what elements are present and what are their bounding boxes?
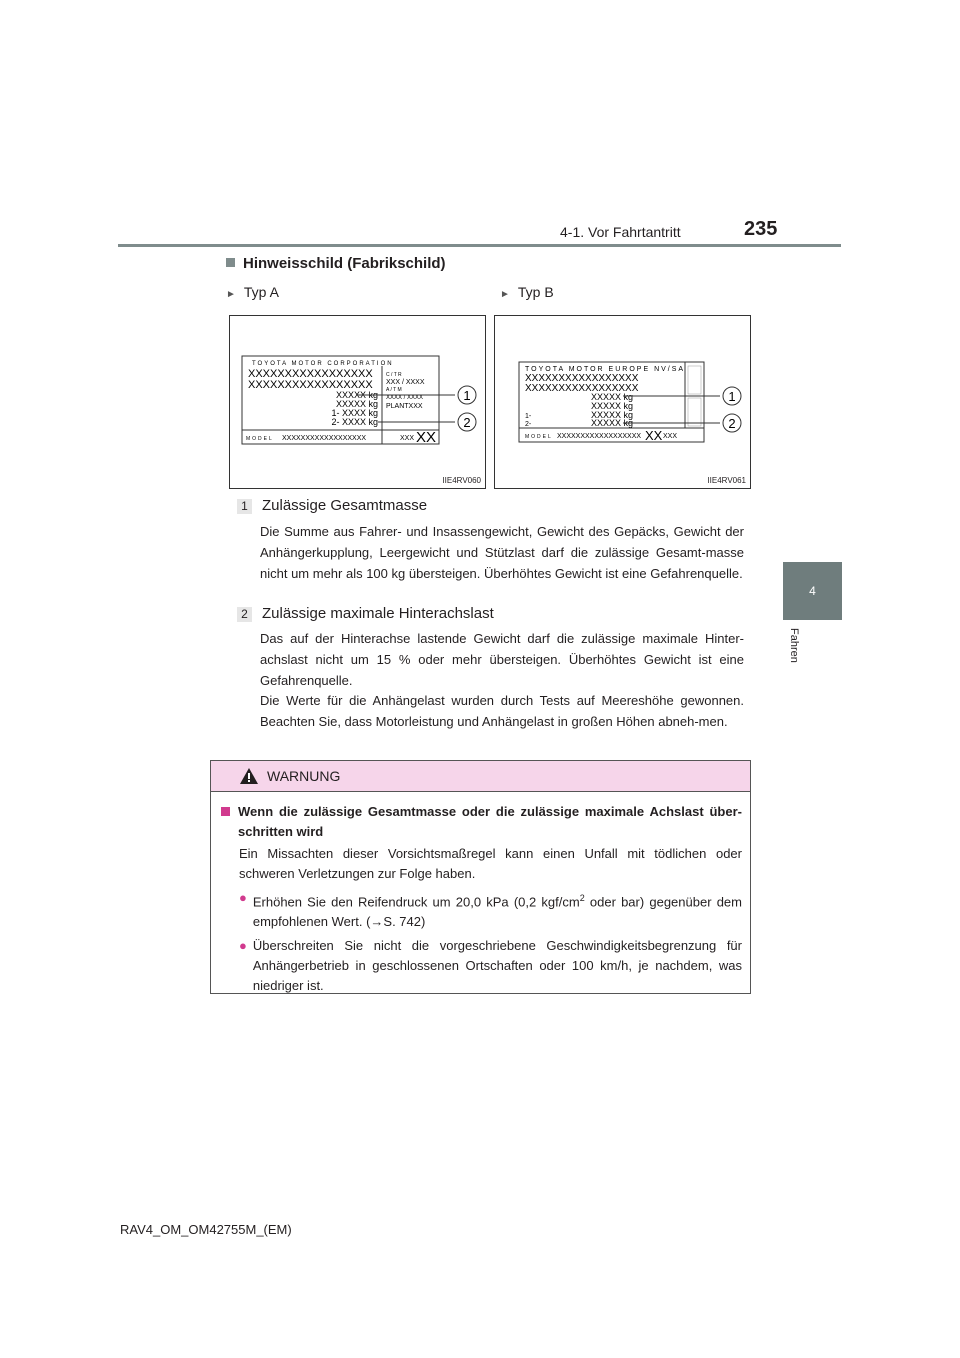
warning-body	[211, 792, 750, 996]
pink-dot-icon: ●	[239, 938, 247, 954]
plate-b-model-val: XXXXXXXXXXXXXXXXXX	[557, 433, 642, 440]
plate-a-plant: PLANTXXX	[386, 403, 423, 410]
plate-a-ctr-val: XXX / XXXX	[386, 379, 425, 386]
header-section: 4-1. Vor Fahrtantritt	[560, 224, 681, 240]
type-b-text: Typ B	[517, 284, 554, 300]
item-2-title: Zulässige maximale Hinterachslast	[262, 605, 494, 622]
plate-b-kg1: XXXXX kg	[590, 392, 633, 402]
pink-dot-icon: ●	[239, 890, 247, 905]
plate-a-title: TOYOTA MOTOR CORPORATION	[252, 361, 394, 367]
type-a-text: Typ A	[243, 284, 279, 300]
type-a-label	[226, 284, 279, 300]
plate-b-model-code: XXX	[663, 433, 678, 440]
plate-a-kg1: XXXXX kg	[335, 390, 378, 400]
callout-2-number: 2	[463, 415, 471, 430]
plate-b-kg4: XXXXX kg	[590, 418, 633, 428]
section-title-text: Hinweisschild (Fabrikschild)	[243, 255, 446, 272]
item-1-number: 1	[237, 499, 252, 514]
plate-a-atm-val: XXXX / XXXX	[386, 395, 424, 401]
warning-bullet-1-part-b: oder bar) gegenüber dem empfohlenen Wert. (→S. 742)	[252, 894, 742, 930]
square-bullet-icon	[226, 258, 235, 267]
plate-a-kg4: 2- XXXX kg	[331, 417, 378, 427]
warning-heading-row	[221, 802, 742, 842]
plate-a-ctr: C / T R	[386, 372, 402, 378]
warning-intro: Ein Missachten dieser Vorsichtsmaßregel kann einen Unfall mit tödlichen oder schweren Verletzungen zur Folge haben.	[239, 846, 742, 881]
warning-box	[210, 760, 751, 994]
warning-bullet-1	[221, 888, 742, 932]
chapter-label: Fahren	[788, 628, 800, 663]
chapter-tab	[783, 562, 842, 620]
item-1-text: Die Summe aus Fahrer- und Insassengewicht, Gewicht des Gepäcks, Gewicht der Anhängerkupplung, Leergewicht und Stützlast darf die zulässige Gesamt-masse nicht um mehr als 100 kg übersteigen. Überhöhtes Gewicht ist eine Gefahrenquelle.	[260, 524, 744, 581]
warning-triangle-icon	[239, 767, 259, 785]
plate-b-illustration	[495, 316, 750, 488]
plate-b-vin2: XXXXXXXXXXXXXXXXX	[525, 383, 639, 394]
plate-a-kg3: 1- XXXX kg	[331, 408, 378, 418]
warning-heading: Wenn die zulässige Gesamtmasse oder die zulässige maximale Achslast über-schritten wird	[238, 804, 742, 839]
plate-b-axle2: 2-	[525, 421, 532, 428]
callout-2-number: 2	[728, 416, 736, 431]
plate-b-vin1: XXXXXXXXXXXXXXXXX	[525, 373, 639, 384]
figure-type-b	[494, 315, 751, 489]
arrow-icon: ►	[500, 289, 510, 300]
footer-code: RAV4_OM_OM42755M_(EM)	[120, 1222, 292, 1237]
item-2-text: Das auf der Hinterachse lastende Gewicht darf die zulässige maximale Hinter-achslast nicht um 15 % oder mehr übersteigen. Überhöhtes Gewicht ist eine Gefahrenquelle.	[260, 631, 744, 688]
item-2-heading	[237, 605, 494, 622]
plate-a-model-big: XX	[416, 429, 437, 446]
plate-a-vin2: XXXXXXXXXXXXXXXXX	[248, 379, 373, 391]
header-divider	[118, 244, 841, 247]
warning-header	[211, 761, 750, 792]
pink-square-bullet-icon	[221, 807, 230, 816]
plate-a-kg2: XXXXX kg	[335, 399, 378, 409]
plate-b-axle1: 1-	[525, 413, 532, 420]
section-title	[226, 255, 446, 272]
plate-b-kg2: XXXXX kg	[590, 401, 633, 411]
warning-bullet-2	[221, 936, 742, 996]
callout-1-number: 1	[728, 389, 736, 404]
warning-bullet-1-text	[253, 888, 742, 932]
plate-a-model-val: XXXXXXXXXXXXXXXXXX	[282, 435, 367, 442]
item-1-heading	[237, 497, 427, 514]
plate-a-atm: A / T M	[386, 387, 402, 393]
figure-type-a	[229, 315, 486, 489]
arrow-icon: ►	[226, 289, 236, 300]
warning-bullet-1-part-a: Erhöhen Sie den Reifendruck um 20,0 kPa (0,2 kgf/cm	[252, 894, 580, 910]
plate-a-model-code: XXX	[400, 435, 415, 442]
chapter-number: 4	[809, 584, 816, 598]
warning-title: WARNUNG	[267, 768, 341, 784]
plate-b-title: TOYOTA MOTOR EUROPE NV/SA	[525, 366, 686, 373]
warning-bullet-1-sup: 2	[579, 893, 585, 903]
plate-a-model-label: MODEL	[246, 436, 274, 442]
plate-b-model-label: MODEL	[525, 434, 553, 440]
plate-a-vin1: XXXXXXXXXXXXXXXXX	[248, 368, 373, 380]
plate-a-illustration	[230, 316, 485, 488]
item-1-title: Zulässige Gesamtmasse	[262, 497, 428, 514]
page-number: 235	[744, 218, 778, 240]
callout-1-number: 1	[463, 388, 471, 403]
item-2-number: 2	[237, 607, 252, 622]
figure-b-code: IIE4RV061	[707, 476, 746, 485]
figure-a-code: IIE4RV060	[442, 476, 481, 485]
warning-bullet-2-text: Überschreiten Sie nicht die vorgeschriebene Geschwindigkeitsbegrenzung für Anhängerbetrieb in geschlossenen Ortschaften oder 100 km/h, je nachdem, was niedriger ist.	[252, 938, 742, 994]
plate-b-kg3: XXXXX kg	[590, 410, 633, 420]
item-2-text2: Die Werte für die Anhängelast wurden durch Tests auf Meereshöhe gewonnen. Beachten Sie, dass Motorleistung und Anhängelast in großen Höhen abneh-men.	[260, 693, 744, 729]
plate-b-model-big: XX	[645, 428, 663, 443]
type-b-label	[500, 284, 554, 300]
